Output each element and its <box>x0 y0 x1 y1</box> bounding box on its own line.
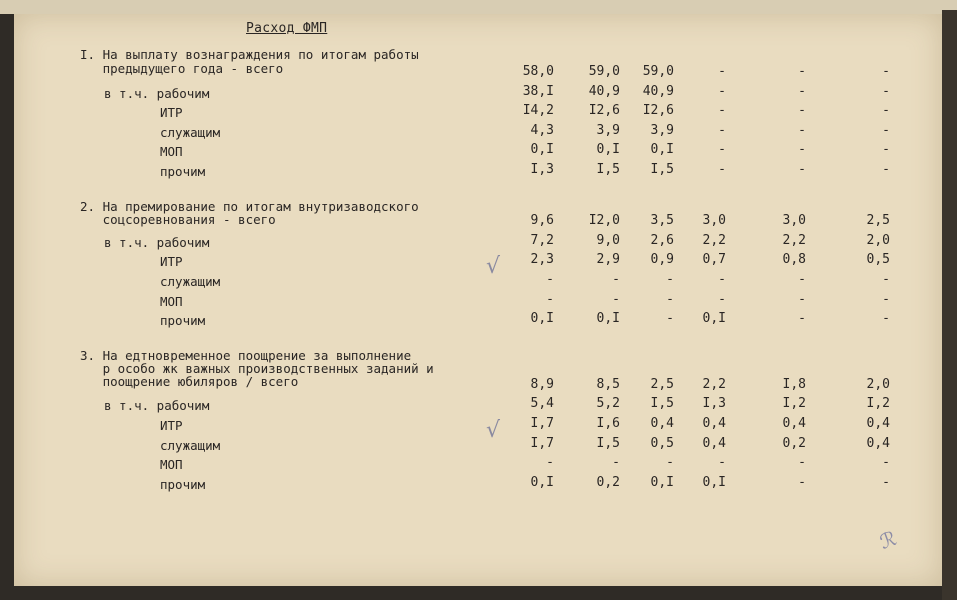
table-cell-value: 2,5 <box>650 377 674 392</box>
table-cell-value: - <box>718 142 726 157</box>
table-cell-value: 0,I <box>530 142 554 157</box>
table-cell-value: - <box>666 272 674 287</box>
table-cell-value: - <box>882 272 890 287</box>
table-cell-value: - <box>882 142 890 157</box>
table-cell-value: 0,4 <box>866 416 890 431</box>
row-label: служащим <box>160 274 221 289</box>
table-cell-value: 0,I <box>596 311 620 326</box>
table-cell-value: 0,4 <box>702 436 726 451</box>
table-cell-value: 59,0 <box>642 64 674 79</box>
row-label: служащим <box>160 438 221 453</box>
table-cell-value: 40,9 <box>642 84 674 99</box>
table-cell-value: - <box>798 103 806 118</box>
table-cell-value: - <box>666 311 674 326</box>
table-cell-value: 0,9 <box>650 252 674 267</box>
table-cell-value: - <box>546 455 554 470</box>
table-cell-value: I,5 <box>650 162 674 177</box>
table-cell-value: 3,9 <box>596 123 620 138</box>
table-cell-value: 40,9 <box>588 84 620 99</box>
table-cell-value: - <box>798 311 806 326</box>
table-cell-value: - <box>882 455 890 470</box>
document-title: Расход ФМП <box>246 21 328 36</box>
table-cell-value: - <box>718 455 726 470</box>
table-cell-value: - <box>666 292 674 307</box>
table-cell-value: I,8 <box>782 377 806 392</box>
section-title-line: 3. На едтновременное поощрение за выполнение <box>80 348 412 363</box>
table-cell-value: I,5 <box>650 396 674 411</box>
table-cell-value: I4,2 <box>522 103 554 118</box>
table-cell-value: 9,0 <box>596 233 620 248</box>
table-cell-value: I,3 <box>702 396 726 411</box>
table-cell-value: - <box>798 272 806 287</box>
table-cell-value: 2,5 <box>866 213 890 228</box>
table-cell-value: 2,0 <box>866 377 890 392</box>
row-label: прочим <box>160 477 206 492</box>
table-cell-value: 0,8 <box>782 252 806 267</box>
table-cell-value: 0,2 <box>596 475 620 490</box>
section-title-line: предыдущего года - всего <box>80 61 284 76</box>
table-cell-value: I,7 <box>530 436 554 451</box>
table-cell-value: - <box>798 84 806 99</box>
table-cell-value: - <box>718 84 726 99</box>
table-cell-value: - <box>718 272 726 287</box>
table-cell-value: 0,7 <box>702 252 726 267</box>
table-cell-value: - <box>612 455 620 470</box>
table-cell-value: I,7 <box>530 416 554 431</box>
section-title-line: I. На выплату вознаграждения по итогам работы <box>80 47 419 62</box>
table-cell-value: 0,4 <box>702 416 726 431</box>
table-cell-value: 0,I <box>650 142 674 157</box>
table-cell-value: I,6 <box>596 416 620 431</box>
table-cell-value: 2,6 <box>650 233 674 248</box>
handwritten-mark-icon: ℛ <box>876 525 900 555</box>
table-cell-value: - <box>882 103 890 118</box>
section-title-line: соцсоревнования - всего <box>80 212 276 227</box>
table-cell-value: 58,0 <box>522 64 554 79</box>
row-label: в т.ч. рабочим <box>104 86 210 101</box>
table-cell-value: 0,I <box>530 311 554 326</box>
table-cell-value: 2,2 <box>702 233 726 248</box>
scan-top-strip <box>0 0 957 14</box>
table-cell-value: 0,5 <box>866 252 890 267</box>
table-cell-value: 2,9 <box>596 252 620 267</box>
table-cell-value: 0,I <box>650 475 674 490</box>
table-cell-value: - <box>882 475 890 490</box>
row-label: ИТР <box>160 254 183 269</box>
table-cell-value: I,3 <box>530 162 554 177</box>
table-cell-value: - <box>546 272 554 287</box>
row-label: МОП <box>160 144 183 159</box>
table-cell-value: 0,5 <box>650 436 674 451</box>
table-cell-value: 2,3 <box>530 252 554 267</box>
table-cell-value: - <box>718 162 726 177</box>
table-cell-value: - <box>882 311 890 326</box>
table-cell-value: - <box>666 455 674 470</box>
table-cell-value: - <box>798 162 806 177</box>
row-label: прочим <box>160 164 206 179</box>
row-label: в т.ч. рабочим <box>104 398 210 413</box>
table-cell-value: 0,I <box>596 142 620 157</box>
table-cell-value: I,5 <box>596 162 620 177</box>
row-label: служащим <box>160 125 221 140</box>
check-mark-icon: √ <box>486 254 501 279</box>
table-cell-value: 2,2 <box>782 233 806 248</box>
row-label: ИТР <box>160 105 183 120</box>
table-cell-value: - <box>718 103 726 118</box>
table-cell-value: - <box>546 292 554 307</box>
table-cell-value: - <box>882 162 890 177</box>
table-cell-value: I,2 <box>782 396 806 411</box>
table-cell-value: - <box>882 84 890 99</box>
table-cell-value: - <box>882 64 890 79</box>
table-cell-value: 59,0 <box>588 64 620 79</box>
check-mark-icon: √ <box>486 418 501 443</box>
table-cell-value: 3,0 <box>702 213 726 228</box>
table-cell-value: 2,2 <box>702 377 726 392</box>
row-label: МОП <box>160 294 183 309</box>
table-cell-value: 3,5 <box>650 213 674 228</box>
row-label: прочим <box>160 313 206 328</box>
table-cell-value: 9,6 <box>530 213 554 228</box>
table-cell-value: 0,I <box>702 475 726 490</box>
row-label: в т.ч. рабочим <box>104 235 210 250</box>
table-cell-value: - <box>798 142 806 157</box>
table-cell-value: 3,0 <box>782 213 806 228</box>
table-cell-value: - <box>882 292 890 307</box>
table-cell-value: 0,2 <box>782 436 806 451</box>
table-cell-value: - <box>612 292 620 307</box>
table-cell-value: 4,3 <box>530 123 554 138</box>
table-cell-value: 0,I <box>530 475 554 490</box>
table-cell-value: 0,I <box>702 311 726 326</box>
table-cell-value: - <box>882 123 890 138</box>
table-cell-value: 5,4 <box>530 396 554 411</box>
table-cell-value: - <box>718 292 726 307</box>
table-cell-value: 7,2 <box>530 233 554 248</box>
row-label: МОП <box>160 457 183 472</box>
table-cell-value: - <box>612 272 620 287</box>
table-cell-value: 0,4 <box>866 436 890 451</box>
table-cell-value: I,2 <box>866 396 890 411</box>
table-cell-value: 0,4 <box>782 416 806 431</box>
table-cell-value: 2,0 <box>866 233 890 248</box>
scan-right-edge <box>942 10 957 600</box>
table-cell-value: - <box>798 123 806 138</box>
table-cell-value: 38,I <box>522 84 554 99</box>
table-cell-value: I2,6 <box>588 103 620 118</box>
section-title-line: р особо жк важных производственных заданий и <box>80 361 434 376</box>
table-cell-value: 0,4 <box>650 416 674 431</box>
table-cell-value: I2,0 <box>588 213 620 228</box>
table-cell-value: - <box>718 123 726 138</box>
table-cell-value: I2,6 <box>642 103 674 118</box>
section-title-line: поощрение юбиляров / всего <box>80 374 299 389</box>
table-cell-value: 5,2 <box>596 396 620 411</box>
section-title-line: 2. На премирование по итогам внутризаводского <box>80 199 419 214</box>
table-cell-value: - <box>798 455 806 470</box>
table-cell-value: 8,9 <box>530 377 554 392</box>
table-cell-value: I,5 <box>596 436 620 451</box>
table-cell-value: - <box>798 292 806 307</box>
table-cell-value: - <box>798 64 806 79</box>
table-cell-value: 3,9 <box>650 123 674 138</box>
table-cell-value: - <box>718 64 726 79</box>
row-label: ИТР <box>160 418 183 433</box>
table-cell-value: - <box>798 475 806 490</box>
table-cell-value: 8,5 <box>596 377 620 392</box>
